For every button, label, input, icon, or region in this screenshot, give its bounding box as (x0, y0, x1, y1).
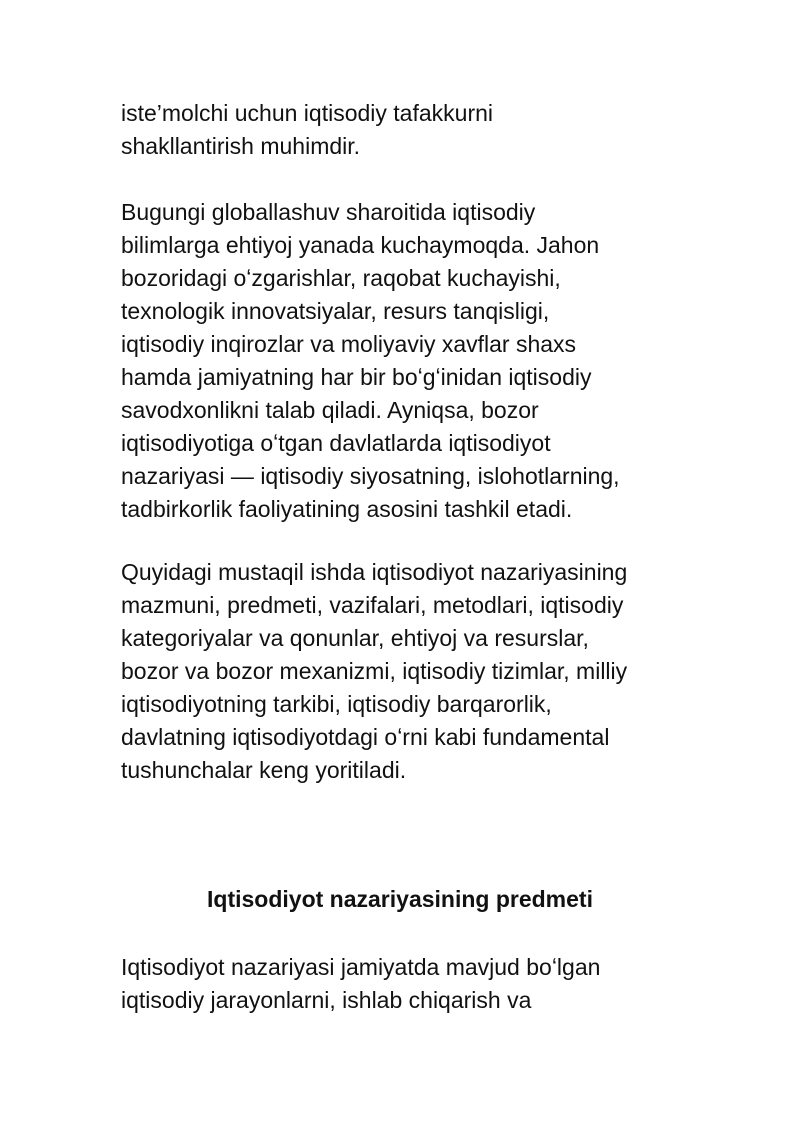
text-line: iqtisodiy inqirozlar va moliyaviy xavflar shaxs (121, 331, 577, 357)
text-line: nazariyasi — iqtisodiy siyosatning, islohotlarning, (121, 463, 620, 489)
text-line: bozor va bozor mexanizmi, iqtisodiy tizimlar, milliy (121, 658, 628, 684)
text-line: iqtisodiyotning tarkibi, iqtisodiy barqarorlik, (121, 691, 552, 717)
text-line: iqtisodiyotiga oʻtgan davlatlarda iqtisodiyot (121, 430, 551, 456)
paragraph-globalization (121, 196, 681, 526)
text-line: iqtisodiy jarayonlarni, ishlab chiqarish va (121, 987, 532, 1013)
text-line: Iqtisodiyot nazariyasi jamiyatda mavjud boʻlgan (121, 954, 601, 980)
text-line: bozoridagi oʻzgarishlar, raqobat kuchayishi, (121, 265, 561, 291)
text-line: shakllantirish muhimdir. (121, 133, 361, 159)
paragraph-overview (121, 556, 681, 787)
text-line: Bugungi globallashuv sharoitida iqtisodiy (121, 199, 536, 225)
text-line: Quyidagi mustaqil ishda iqtisodiyot nazariyasining (121, 559, 628, 585)
section-heading: Iqtisodiyot nazariyasining predmeti (207, 886, 593, 912)
text-line: mazmuni, predmeti, vazifalari, metodlari, iqtisodiy (121, 592, 624, 618)
text-line: bilimlarga ehtiyoj yanada kuchaymoqda. Jahon (121, 232, 600, 258)
text-line: hamda jamiyatning har bir boʻgʻinidan iqtisodiy (121, 364, 592, 390)
text-line: tushunchalar keng yoritiladi. (121, 757, 407, 783)
paragraph-intro-ending (121, 97, 681, 163)
text-line: savodxonlikni talab qiladi. Ayniqsa, bozor (121, 397, 539, 423)
paragraph-section-start (121, 951, 681, 1017)
text-line: iste’molchi uchun iqtisodiy tafakkurni (121, 100, 494, 126)
text-line: kategoriyalar va qonunlar, ehtiyoj va resurslar, (121, 625, 589, 651)
text-line: texnologik innovatsiyalar, resurs tanqisligi, (121, 298, 550, 324)
text-line: tadbirkorlik faoliyatining asosini tashkil etadi. (121, 496, 573, 522)
text-line: davlatning iqtisodiyotdagi oʻrni kabi fundamental (121, 724, 610, 750)
